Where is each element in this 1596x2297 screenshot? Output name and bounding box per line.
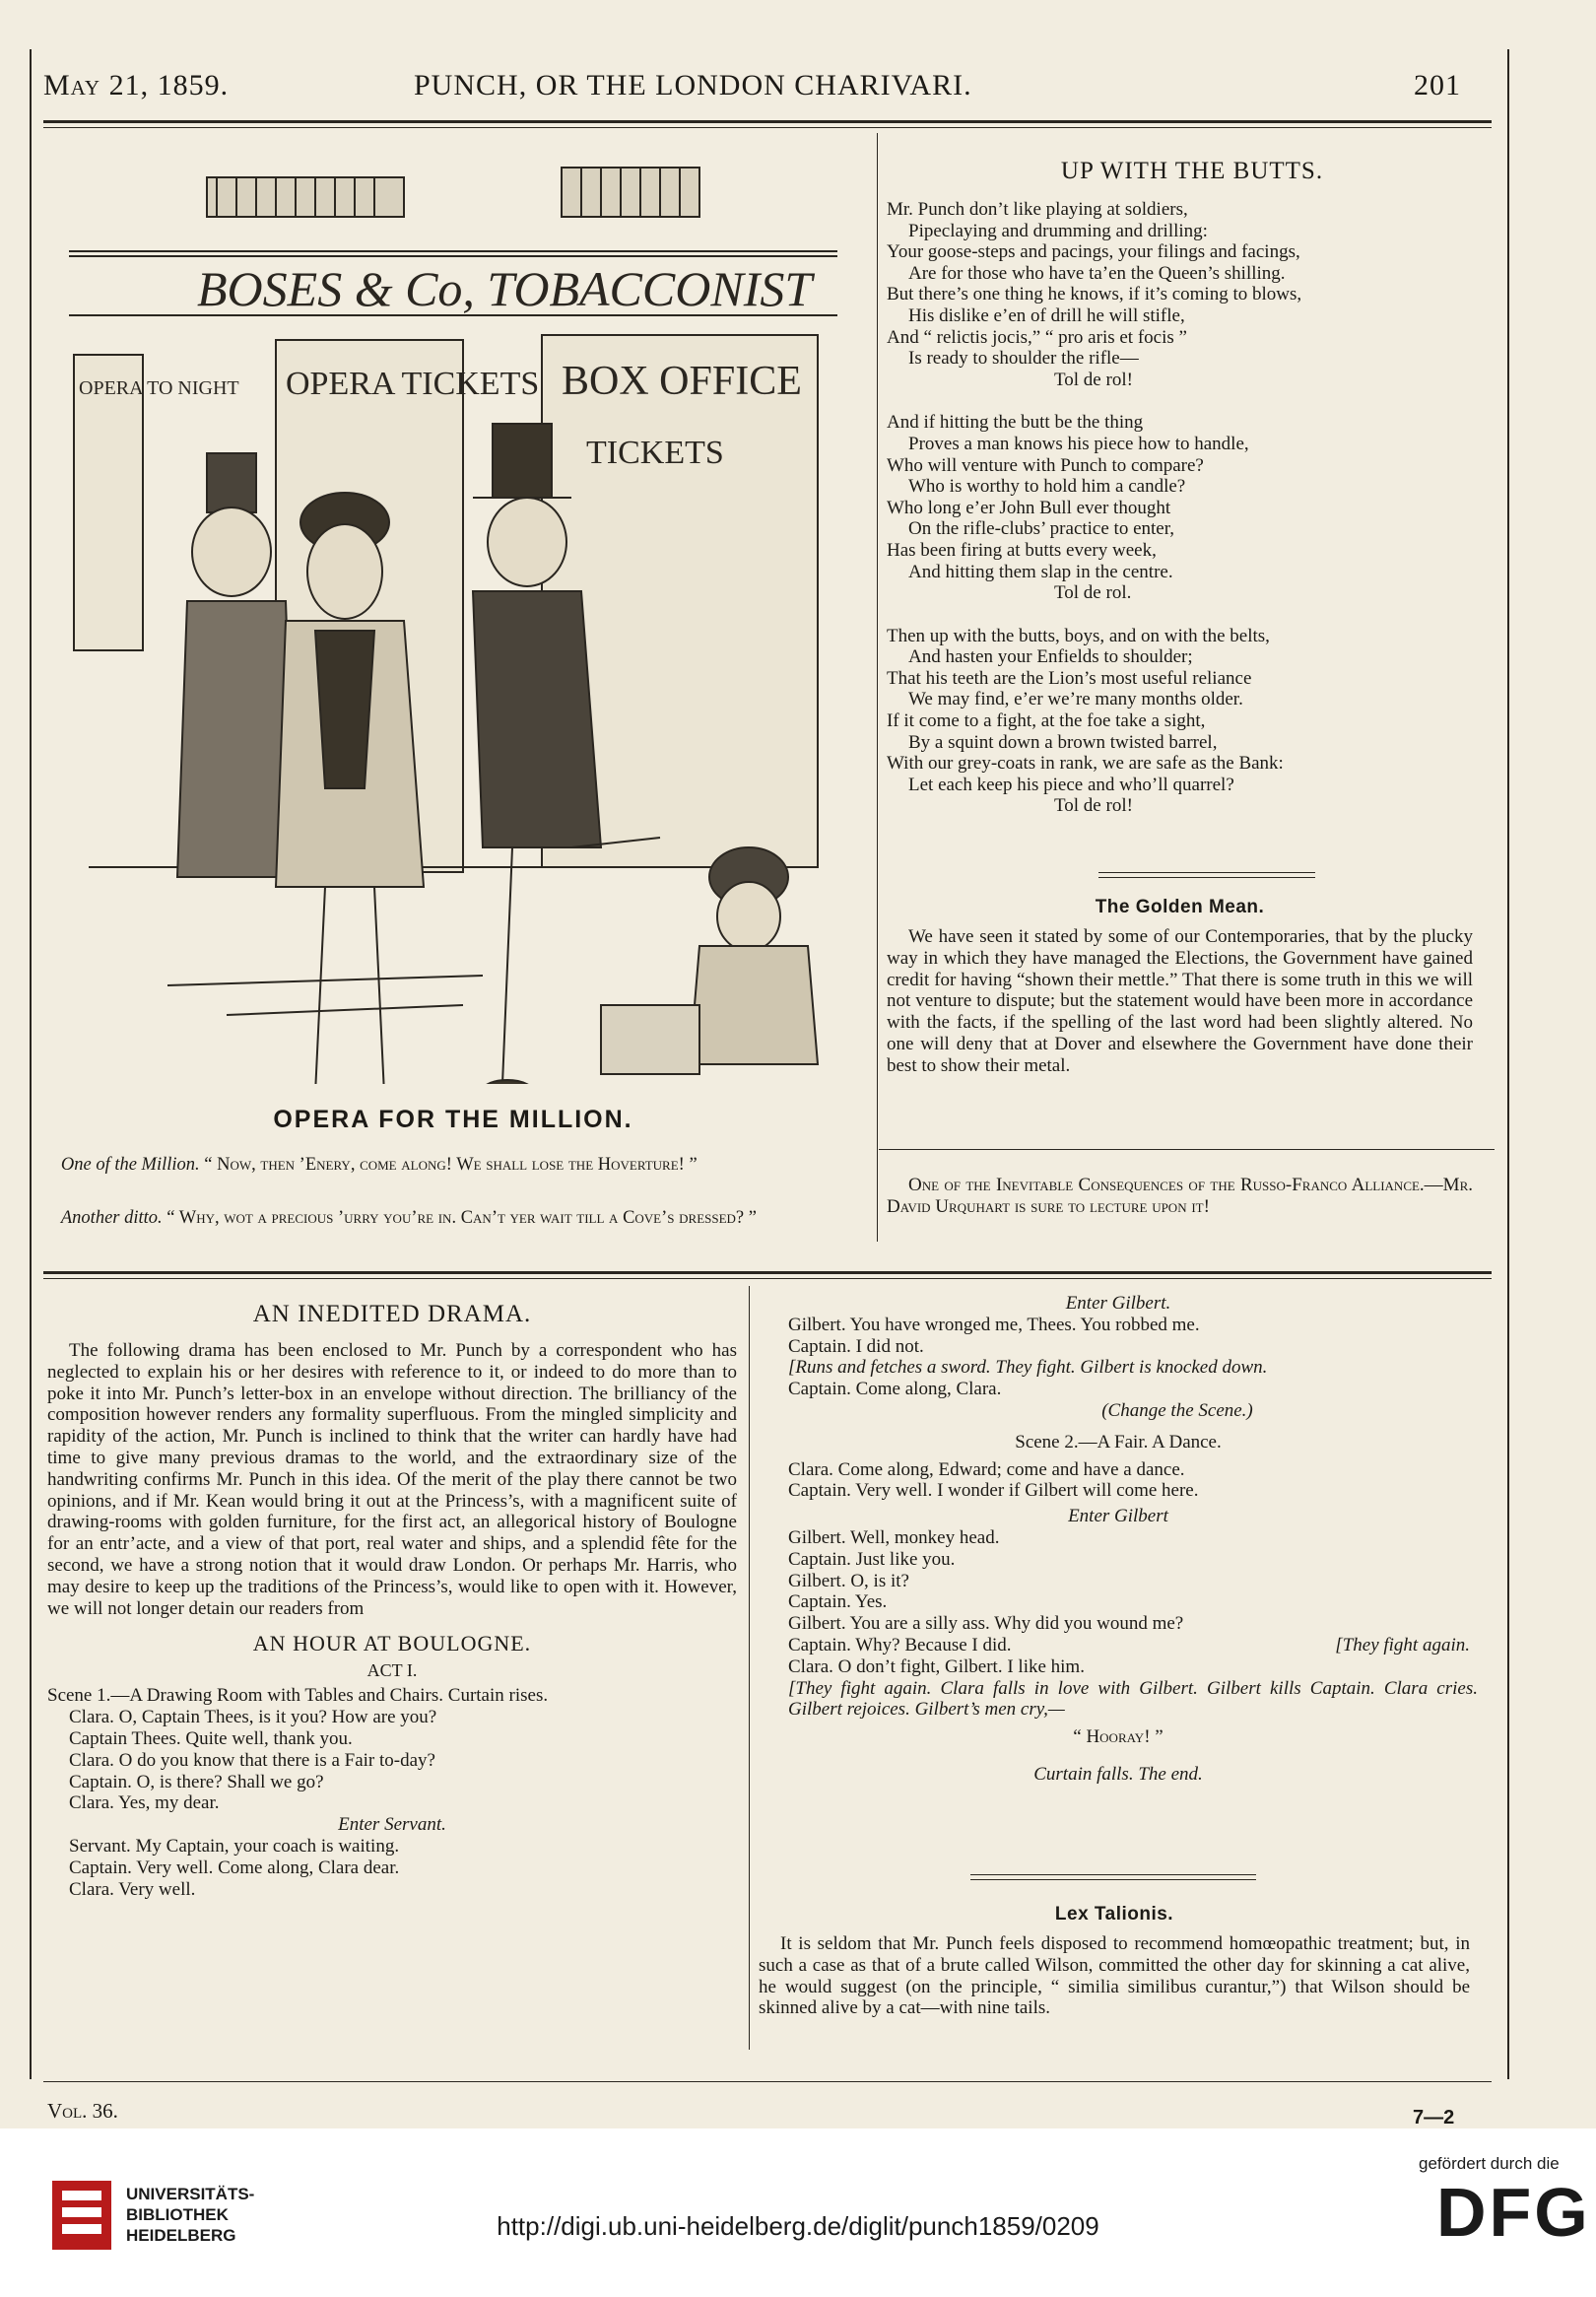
poem-line: Who is worthy to hold him a candle?: [908, 476, 1186, 498]
dialogue-line: Servant. My Captain, your coach is waiting.: [69, 1835, 400, 1857]
hooray-line: “ Hooray! ”: [1073, 1726, 1164, 1748]
poem-line: His dislike e’en of drill he will stifle,: [908, 304, 1185, 326]
dialogue-line: Captain. Just like you.: [788, 1548, 956, 1570]
poem-line: That his teeth are the Lion’s most useful reliance: [887, 667, 1252, 689]
dialogue-text: Captain. Why? Because I did.: [788, 1634, 1012, 1655]
dialogue-line: [759, 1635, 1478, 1656]
cartoon-window-mid: OPERA TICKETS: [286, 366, 540, 402]
drama-dialogue-2: [759, 1293, 1478, 1678]
lex-body: It is seldom that Mr. Punch feels disposed to recommend homœopathic treatment; but, in such a case as that of a brute called Wilson, committed the other day for skinning a cat alive, he would suggest (on the principle, “ similia similibus curantur,”) that Wilson should be skinned alive by a cat—with nine tails.: [759, 1933, 1470, 2019]
dialogue-line: Captain. I did not.: [788, 1335, 924, 1357]
poem-line: Who will venture with Punch to compare?: [887, 454, 1204, 476]
section-rule: [43, 1271, 1492, 1274]
bottom-rule: [43, 2081, 1492, 2082]
dialogue-line: Clara. O don’t fight, Gilbert. I like him.: [788, 1655, 1085, 1677]
stage-direction: Enter Gilbert.: [1065, 1293, 1171, 1314]
dialogue-line: Clara. O, Captain Thees, is it you? How are you?: [69, 1707, 437, 1728]
dialogue-line: Clara. Yes, my dear.: [69, 1792, 220, 1814]
poem-refrain: Tol de rol!: [1054, 795, 1133, 817]
poem-line: Who long e’er John Bull ever thought: [887, 497, 1171, 518]
cartoon-window-left: OPERA TO NIGHT: [79, 377, 239, 399]
play-title: AN HOUR AT BOULOGNE.: [252, 1631, 532, 1656]
poem-line: By a squint down a brown twisted barrel,: [908, 731, 1218, 753]
poem-line: If it come to a fight, at the foe take a sight,: [887, 710, 1206, 732]
drama-title: AN INEDITED DRAMA.: [252, 1301, 532, 1327]
cartoon-drawing: [49, 158, 857, 1084]
drama-continued: [759, 1293, 1478, 1786]
poem-line: On the rifle-clubs’ practice to enter,: [908, 518, 1175, 540]
caption-1-speaker: One of the Million.: [60, 1155, 200, 1175]
dialogue-line: Clara. O do you know that there is a Fair to-day?: [69, 1749, 435, 1771]
poem-divider: [1098, 872, 1315, 873]
poem-line: Your goose-steps and pacings, your filings and facings,: [887, 241, 1300, 263]
dialogue-line: Clara. Come along, Edward; come and have a dance.: [788, 1458, 1185, 1480]
cartoon-caption-1: [47, 1153, 861, 1177]
caption-1-text: “ Now, then ’Enery, come along! We shall lose the Hoverture! ”: [204, 1155, 698, 1175]
dialogue-line: Captain. O, is there? Shall we go?: [69, 1771, 324, 1792]
library-footer: [0, 2128, 1596, 2297]
dialogue-line: Captain. Come along, Clara.: [788, 1379, 1002, 1400]
cartoon-shop-sign: BOSES & Co, TOBACCONIST: [197, 261, 813, 316]
dialogue-line: Captain. Very well. I wonder if Gilbert will come here.: [788, 1480, 1199, 1502]
poem-stanza-1: [887, 199, 1497, 390]
dialogue-line: Clara. Very well.: [69, 1878, 196, 1900]
cartoon-window-right-bottom: TICKETS: [586, 435, 724, 471]
russo-paragraph: One of the Inevitable Consequences of the Russo-Franco Alliance.—Mr. David Urquhart is sure to lecture upon it!: [887, 1175, 1473, 1217]
header-date: May 21, 1859.: [43, 69, 230, 101]
poem-line: Pipeclaying and drumming and drilling:: [908, 220, 1208, 241]
russo-divider: [879, 1149, 1495, 1150]
stage-direction: Enter Gilbert: [1068, 1506, 1168, 1527]
lex-divider-2: [970, 1879, 1256, 1880]
dialogue-line: Captain. Yes.: [788, 1591, 888, 1613]
golden-mean-body: We have seen it stated by some of our Contemporaries, that by the plucky way in which they have managed the Elections, the Government have gained credit for having “shown their mettle.” That there is some truth in this we will not venture to dispute; but the statement would have been more in accordance with the facts, if the spelling of the last word had been slightly altered. No one will deny that at Dover and elsewhere the Government have done their best to show their metal.: [887, 926, 1473, 1076]
poem-line: And hasten your Enfields to shoulder;: [908, 646, 1193, 668]
dialogue-line: Gilbert. You are a silly ass. Why did you wound me?: [788, 1613, 1184, 1635]
cartoon-title: OPERA FOR THE MILLION.: [273, 1106, 633, 1133]
golden-mean-section: [887, 897, 1473, 1077]
poem-line: We may find, e’er we’re many months older.: [908, 689, 1243, 710]
cartoon-caption-2: [47, 1206, 861, 1230]
dfg-logo[interactable]: DFG: [1436, 2174, 1591, 2251]
poem-line: Has been firing at butts every week,: [887, 539, 1157, 561]
section-rule-thin: [43, 1278, 1492, 1279]
poem-title: UP WITH THE BUTTS.: [1060, 158, 1324, 184]
poem-line: And if hitting the butt be the thing: [887, 412, 1144, 434]
digitization-url[interactable]: http://digi.ub.uni-heidelberg.de/diglit/punch1859/0209: [497, 2211, 1099, 2241]
scene-1-heading: Scene 1.—A Drawing Room with Tables and Chairs. Curtain rises.: [47, 1685, 549, 1707]
drama-section: [47, 1301, 737, 1900]
caption-2-speaker: Another ditto.: [60, 1208, 163, 1228]
library-name-line-2: BIBLIOTHEK: [126, 2205, 229, 2224]
stage-direction: Enter Servant.: [338, 1814, 446, 1836]
header-title: PUNCH, OR THE LONDON CHARIVARI.: [414, 69, 972, 101]
header-page-number: 201: [1414, 69, 1461, 101]
header-rule-thin: [43, 127, 1492, 128]
lex-title: Lex Talionis.: [1054, 1904, 1174, 1925]
bottom-column-divider: [749, 1286, 750, 2050]
stage-direction: [Runs and fetches a sword. They fight. Gilbert is knocked down.: [788, 1357, 1268, 1379]
drama-dialogue-1: [47, 1685, 737, 1900]
poem-line: Mr. Punch don’t like playing at soldiers,: [887, 199, 1188, 220]
dialogue-line: Captain Thees. Quite well, thank you.: [69, 1727, 353, 1749]
stage-direction: (Change the Scene.): [1101, 1399, 1253, 1421]
lex-divider: [970, 1874, 1256, 1875]
header-rule: [43, 120, 1492, 123]
dialogue-line: Gilbert. You have wronged me, Thees. You robbed me.: [788, 1314, 1200, 1335]
top-column-divider: [877, 133, 878, 1242]
poem-line: With our grey-coats in rank, we are safe as the Bank:: [887, 753, 1284, 775]
poem-line: Is ready to shoulder the rifle—: [908, 348, 1139, 370]
page-border-left: [30, 49, 32, 2079]
final-stage-direction: [They fight again. Clara falls in love with Gilbert. Gilbert kills Captain. Clara cries. Gilbert rejoices. Gilbert’s men cry,—: [788, 1677, 1478, 1721]
poem-line: But there’s one thing he knows, if it’s coming to blows,: [887, 284, 1302, 305]
page-signature: 7—2: [1413, 2107, 1455, 2128]
dialogue-line: Captain. Very well. Come along, Clara dear.: [69, 1857, 400, 1878]
golden-mean-title: The Golden Mean.: [1095, 897, 1265, 917]
cartoon-window-right-top: BOX OFFICE: [562, 359, 802, 404]
library-name-line-3: HEIDELBERG: [126, 2226, 236, 2245]
sponsor-text: gefördert durch die: [1419, 2154, 1560, 2173]
poem-line: And hitting them slap in the centre.: [908, 561, 1173, 582]
cartoon-illustration: [49, 158, 857, 1084]
poem-line: Let each keep his piece and who’ll quarrel?: [908, 774, 1234, 795]
poem-body: [887, 199, 1497, 817]
stage-direction: [They fight again.: [1335, 1634, 1470, 1655]
caption-2-text: “ Why, wot a precious ’urry you’re in. Can’t yer wait till a Cove’s dressed? ”: [166, 1208, 757, 1228]
dialogue-line: Gilbert. O, is it?: [788, 1570, 909, 1591]
dialogue-line: Gilbert. Well, monkey head.: [788, 1526, 1000, 1548]
act-heading: ACT I.: [366, 1660, 418, 1681]
poem-divider-2: [1098, 877, 1315, 878]
page-border-right: [1507, 49, 1509, 2079]
poem-refrain: Tol de rol.: [1054, 582, 1132, 604]
poem-section: [887, 158, 1497, 839]
curtain-line: Curtain falls. The end.: [1033, 1764, 1203, 1786]
volume-number: Vol. 36.: [47, 2099, 118, 2123]
scene-2-heading: Scene 2.—A Fair. A Dance.: [1015, 1431, 1222, 1453]
poem-stanza-2: [887, 412, 1497, 603]
lex-section: [759, 1904, 1470, 2019]
poem-stanza-3: [887, 626, 1497, 817]
poem-line: Are for those who have ta’en the Queen’s shilling.: [908, 262, 1286, 284]
poem-line: Proves a man knows his piece how to handle,: [908, 433, 1249, 454]
drama-intro: The following drama has been enclosed to Mr. Punch by a correspondent who has neglected to explain his or her desires with reference to it, or indeed to do more than to poke it into Mr. Punch’s letter-box in an envelope without direction. The brilliancy of the composition however renders any formality superfluous. From the mingled simplicity and rapidity of the action, Mr. Punch is inclined to think that the writer can hardly have had time to give many previous dramas to the world, and the extraordinary size of the handwriting confirms Mr. Punch in this idea. Of the merit of the play there cannot be two opinions, and if Mr. Kean would bring it out at the Princess’s, with a magnificent suite of drawing-rooms with golden furniture, for the first act, an allegorical history of Boulogne for an entr’acte, and a view of that port, real water and ships, and a splendid fête for the second, we have a strong notion that it would draw London. Or perhaps Mr. Harris, who may desire to keep up the traditions of the Princess’s, would like to open with it. However, we will not longer detain our readers from: [47, 1340, 737, 1619]
poem-refrain: Tol de rol!: [1054, 369, 1133, 390]
poem-line: Then up with the butts, boys, and on with the belts,: [887, 625, 1270, 646]
poem-line: And “ relictis jocis,” “ pro aris et focis ”: [887, 326, 1187, 348]
library-name-line-1: UNIVERSITÄTS-: [126, 2185, 255, 2203]
